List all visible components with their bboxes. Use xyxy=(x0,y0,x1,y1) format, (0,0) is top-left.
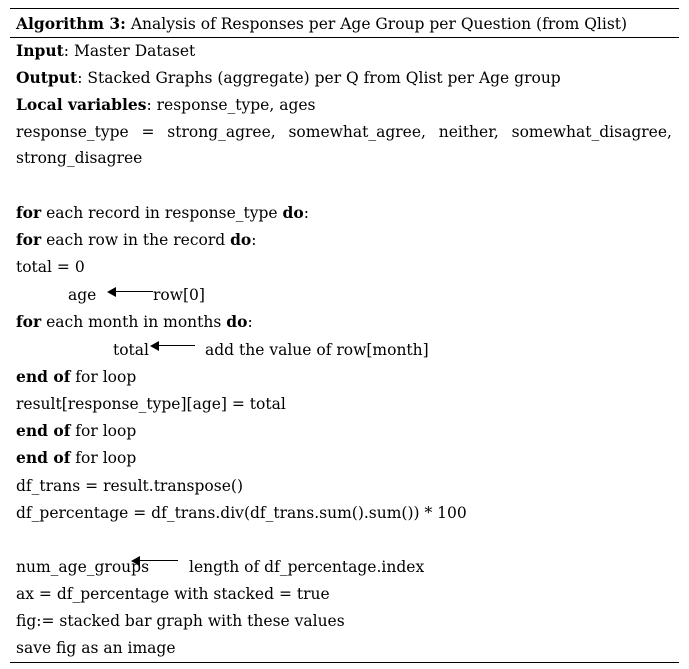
save-fig-line: save fig as an image xyxy=(16,639,176,657)
age-assign-right: row[0] xyxy=(153,286,205,304)
keyword-end-of: end of xyxy=(16,367,71,386)
response-type-token: neither, xyxy=(438,123,499,141)
ax-line: ax = df_percentage with stacked = true xyxy=(16,585,330,603)
end-for-text: for loop xyxy=(70,449,137,467)
for-each-row-line xyxy=(16,230,257,250)
response-type-token: somewhat_agree, xyxy=(288,123,426,141)
end-for-line xyxy=(16,421,136,441)
algorithm-title: Analysis of Responses per Age Group per Question (from Qlist) xyxy=(125,15,628,33)
response-type-token: = xyxy=(141,123,155,141)
loop-colon: : xyxy=(251,231,257,249)
end-for-text: for loop xyxy=(70,368,137,386)
loop-text: each row in the record xyxy=(41,231,231,249)
output-line xyxy=(16,68,561,88)
left-arrow-icon xyxy=(150,341,195,351)
keyword-for: for xyxy=(16,230,42,249)
left-arrow-icon xyxy=(131,556,178,566)
loop-text: each record in response_type xyxy=(41,204,283,222)
keyword-for: for xyxy=(16,203,42,222)
response-type-token: response_type xyxy=(16,123,129,141)
num-age-groups-right: length of df_percentage.index xyxy=(189,558,425,576)
top-rule xyxy=(10,8,679,9)
output-label: Output xyxy=(16,68,78,87)
response-type-token: somewhat_disagree, xyxy=(511,123,672,141)
keyword-end-of: end of xyxy=(16,421,71,440)
input-text: : Master Dataset xyxy=(63,42,196,60)
response-type-line xyxy=(16,122,672,142)
local-variables-label: Local variables xyxy=(16,95,147,114)
algorithm-caption xyxy=(16,14,627,34)
total-init-line: total = 0 xyxy=(16,258,85,276)
num-age-groups-left: num_age_groups xyxy=(16,558,150,576)
df-trans-line: df_trans = result.transpose() xyxy=(16,477,243,495)
loop-text: each month in months xyxy=(41,313,227,331)
end-for-text: for loop xyxy=(70,422,137,440)
algorithm-label: Algorithm 3: xyxy=(16,14,126,33)
keyword-for: for xyxy=(16,312,42,331)
bottom-rule xyxy=(10,662,679,663)
total-assign-right: add the value of row[month] xyxy=(205,341,429,359)
keyword-do: do xyxy=(230,230,252,249)
end-for-line xyxy=(16,448,136,468)
response-type-continuation: strong_disagree xyxy=(16,149,143,167)
total-assign-left: total xyxy=(113,341,149,359)
for-each-month-line xyxy=(16,312,253,332)
response-type-token: strong_agree, xyxy=(167,123,276,141)
local-variables-text: : response_type, ages xyxy=(146,96,316,114)
loop-colon: : xyxy=(303,204,309,222)
fig-line: fig:= stacked bar graph with these values xyxy=(16,612,345,630)
result-assign-line: result[response_type][age] = total xyxy=(16,395,286,413)
keyword-do: do xyxy=(282,203,304,222)
age-assign-left: age xyxy=(68,286,97,304)
for-each-record-line xyxy=(16,203,309,223)
local-variables-line xyxy=(16,95,316,115)
end-for-line xyxy=(16,367,136,387)
df-percentage-line: df_percentage = df_trans.div(df_trans.sum().sum()) * 100 xyxy=(16,504,467,522)
keyword-do: do xyxy=(226,312,248,331)
output-text: : Stacked Graphs (aggregate) per Q from Qlist per Age group xyxy=(77,69,561,87)
input-label: Input xyxy=(16,41,64,60)
loop-colon: : xyxy=(247,313,253,331)
left-arrow-icon xyxy=(107,287,153,297)
caption-rule xyxy=(10,37,679,38)
keyword-end-of: end of xyxy=(16,448,71,467)
input-line xyxy=(16,41,195,61)
